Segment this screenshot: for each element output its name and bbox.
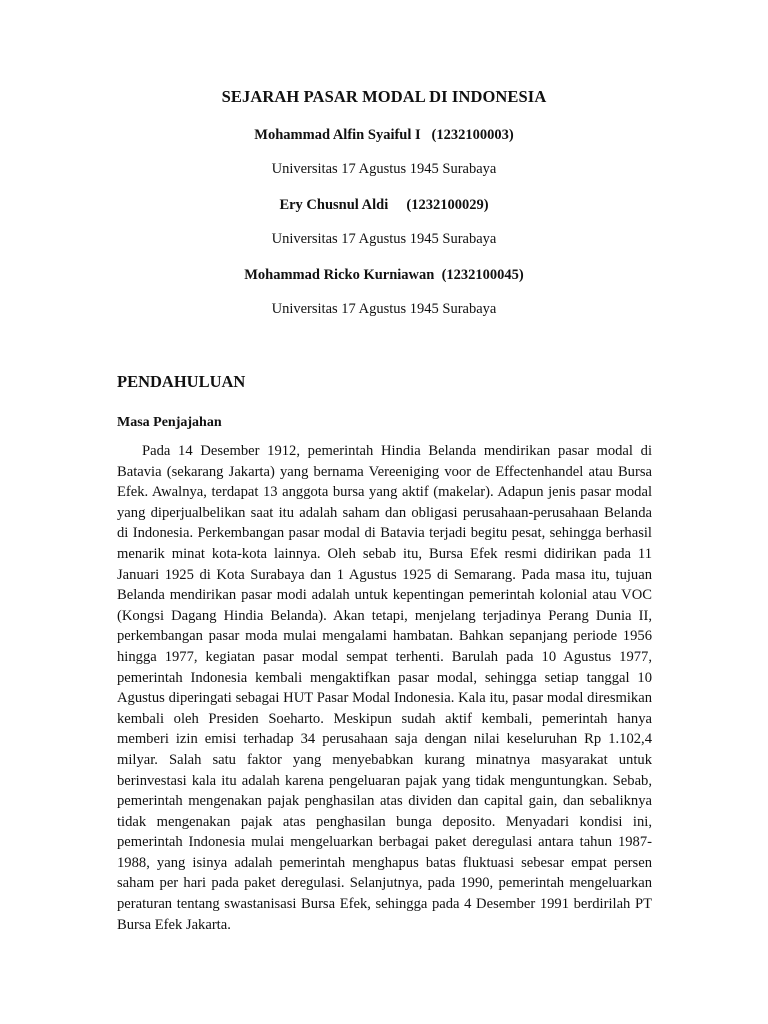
author-name: Mohammad Ricko Kurniawan (1232100045) (244, 267, 524, 283)
author-affiliation: Universitas 17 Agustus 1945 Surabaya (271, 231, 497, 247)
author-affiliation: Universitas 17 Agustus 1945 Surabaya (271, 301, 497, 317)
author-affiliation: Universitas 17 Agustus 1945 Surabaya (271, 161, 497, 177)
author-block-3 (0, 266, 768, 318)
section-heading: PENDAHULUAN (117, 372, 246, 391)
author-name: Ery Chusnul Aldi (1232100029) (279, 197, 489, 213)
subsection-heading: Masa Penjajahan (117, 415, 222, 430)
author-name: Mohammad Alfin Syaiful I (1232100003) (254, 127, 514, 143)
document-title: SEJARAH PASAR MODAL DI INDONESIA (221, 87, 547, 106)
author-block-2 (0, 196, 768, 248)
author-block-1 (0, 126, 768, 178)
body-paragraph: Pada 14 Desember 1912, pemerintah Hindia Belanda mendirikan pasar modal di Batavia (sekarang Jakarta) yang bernama Vereeniging voor de Effectenhandel atau Bursa Efek. Awalnya, terdapat 13 anggota bursa yang aktif (makelar). Adapun jenis pasar modal yang diperjualbelikan saat itu adalah saham dan obligasi perusahaan-perusahaan Belanda di Indonesia. Perkembangan pasar modal di Batavia terjadi begitu pesat, sehingga berhasil menarik minat kota-kota lainnya. Oleh sebab itu, Bursa Efek resmi didirikan pada 11 Januari 1925 di Kota Surabaya dan 1 Agustus 1925 di Semarang. Pada masa itu, tujuan Belanda mendirikan pasar modi adalah untuk kepentingan pemerintah kolonial atau VOC (Kongsi Dagang Hindia Belanda). Akan tetapi, menjelang terjadinya Perang Dunia II, perkembangan pasar moda mulai mengalami hambatan. Bahkan sepanjang periode 1956 hingga 1977, kegiatan pasar modal sempat terhenti. Barulah pada 10 Agustus 1977, pemerintah Indonesia kembali mengaktifkan pasar modal, sehingga setiap tanggal 10 Agustus diperingati sebagai HUT Pasar Modal Indonesia. Kala itu, pasar modal diresmikan kembali oleh Presiden Soeharto. Meskipun sudah aktif kembali, pemerintah hanya memberi izin emisi terhadap 34 perusahaan saja dengan nilai keseluruhan Rp 1.102,4 milyar. Salah satu faktor yang menyebabkan kurang minatnya masyarakat untuk berinvestasi kala itu adalah karena pengeluaran pajak yang tidak menguntungkan. Sebab, pemerintah mengenakan pajak penghasilan atas dividen dan capital gain, dan sebaliknya tidak mengenakan pajak atas penghasilan bunga deposito. Menyadari kondisi ini, pemerintah Indonesia mulai mengeluarkan berbagai paket deregulasi antara tahun 1987-1988, yang isinya adalah pemerintah menghapus batas fluktuasi sebesar empat persen saham per hari pada paket deregulasi. Selanjutnya, pada 1990, pemerintah mengeluarkan peraturan tentang swastanisasi Bursa Efek, sehingga pada 4 Desember 1991 berdirilah PT Bursa Efek Jakarta. (117, 443, 652, 933)
